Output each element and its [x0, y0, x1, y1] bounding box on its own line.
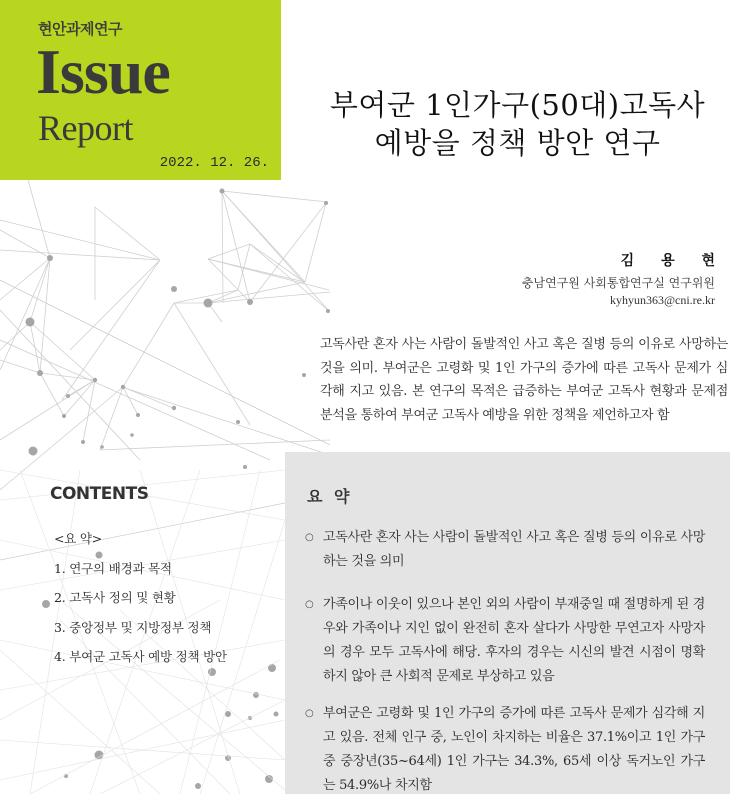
summary-title: 요 약 — [307, 487, 353, 506]
report-title — [290, 86, 745, 162]
contents-title: CONTENTS — [50, 484, 149, 504]
author-name: 김 용 현 — [620, 253, 726, 269]
report-title-line-1: 부여군 1인가구(50대)고독사 — [329, 88, 706, 122]
contents-item-3: 3. 중앙정부 및 지방정부 정책 — [54, 619, 212, 635]
issue-report-header-box — [0, 0, 281, 180]
summary-item-text: 부여군은 고령화 및 1인 가구의 증가에 따른 고독사 문제가 심각해 지고 있음. 전체 인구 중, 노인이 차지하는 비율은 37.1%이고 1인 가구 중 중장년(35~64세) 1인 가구는 34.3%, 65세 이상 독거노인 가구는 54.9%나 차지함 — [323, 706, 705, 793]
abstract-paragraph: 고독사란 혼자 사는 사람이 돌발적인 사고 혹은 질병 등의 이유로 사망하는 것을 의미. 부여군은 고령화 및 1인 가구의 증가에 따른 고독사 문제가 심각해 지고 있음. 본 연구의 목적은 급증하는 부여군 고독사 현황과 문제점 분석을 통하여 부여군 고독사 예방을 위한 정책을 제언하고자 함 — [320, 337, 728, 423]
author-block — [521, 250, 726, 308]
circle-bullet-icon: ○ — [305, 599, 314, 610]
author-email: kyhyun363@cni.re.kr — [609, 293, 715, 307]
summary-item — [305, 702, 705, 798]
contents-list — [54, 524, 227, 672]
summary-item-text: 가족이나 이웃이 있으나 본인 외의 사람이 부재중일 때 절명하게 된 경우와 가족이나 지인 없이 완전히 혼자 살다가 사망한 무연고자 사망자의 경우 모두 고독사에 해당. 후자의 경우는 시신의 발견 시점이 명확하지 않아 큰 사회적 문제로 부상하고 있음 — [323, 597, 705, 684]
summary-item — [305, 593, 705, 689]
summary-item — [305, 526, 705, 574]
summary-item-text: 고독사란 혼자 사는 사람이 돌발적인 사고 혹은 질병 등의 이유로 사망하는 것을 의미 — [323, 530, 705, 569]
report-title-line-2: 예방을 정책 방안 연구 — [374, 126, 661, 160]
publication-date: 2022. 12. 26. — [159, 155, 269, 171]
contents-item-summary: <요 약> — [54, 531, 103, 546]
contents-item-4: 4. 부여군 고독사 예방 정책 방안 — [54, 649, 227, 664]
contents-item-2: 2. 고독사 정의 및 현황 — [54, 590, 176, 605]
author-affiliation: 충남연구원 사회통합연구실 연구위원 — [521, 276, 715, 290]
contents-item-1: 1. 연구의 배경과 목적 — [54, 560, 172, 576]
circle-bullet-icon: ○ — [305, 708, 314, 719]
circle-bullet-icon: ○ — [305, 532, 314, 543]
summary-panel — [285, 452, 730, 794]
report-wordmark: Report — [38, 108, 133, 148]
series-label: 현안과제연구 — [38, 20, 122, 38]
contents-section — [50, 484, 227, 672]
issue-wordmark: Issue — [36, 36, 170, 107]
